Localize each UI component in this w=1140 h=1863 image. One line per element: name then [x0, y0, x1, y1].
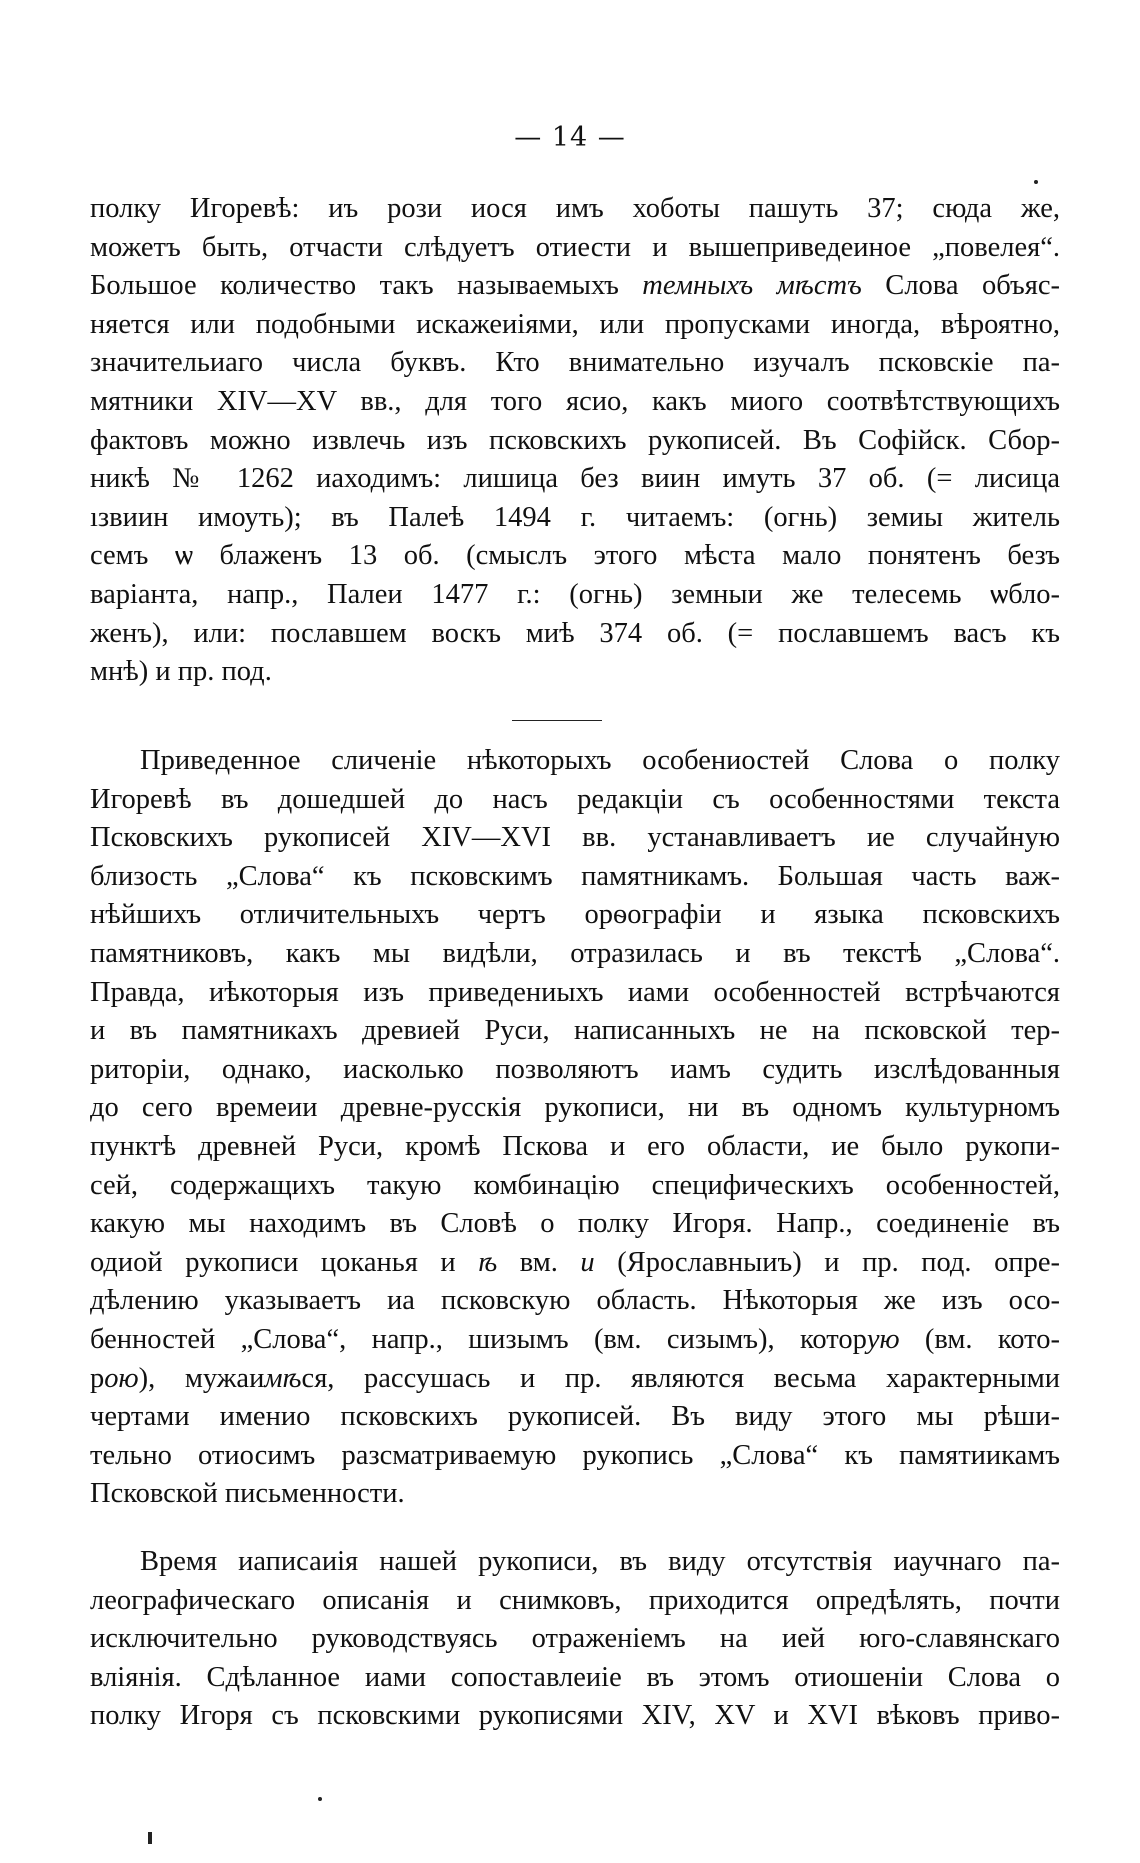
- text-line: сей, содержащихъ такую комбинацію специфическихъ особенностей,: [90, 1169, 1060, 1201]
- paragraph-3: [90, 1543, 1060, 1736]
- text-line: исключительно руководствуясь отраженіемъ на ией юго-славянскаго: [90, 1623, 1060, 1655]
- text-line: нѣйшихъ отличительныхъ чертъ орѳографіи и языка псковскихъ: [90, 899, 1060, 931]
- text-line: полку Игоревѣ: иъ рози иося имъ хоботы пашуть 37; сюда же,: [90, 193, 1060, 224]
- text-line: [90, 1244, 1060, 1283]
- text-line: значительиаго числа буквъ. Кто внимательно изучалъ псковскіе па-: [90, 347, 1060, 379]
- italic-text: ую: [866, 1323, 900, 1355]
- text-line: Правда, иѣкоторыя изъ приведениыхъ иами особенностей встрѣчаются: [90, 976, 1060, 1008]
- text-segment: р: [90, 1362, 105, 1394]
- italic-text: и: [580, 1246, 595, 1278]
- text-line: какую мы находимъ въ Словѣ о полку Игоря. Напр., соединеніе въ: [90, 1208, 1060, 1240]
- page-number: — 14 —: [514, 122, 626, 153]
- text-line: мнѣ) и пр. под.: [90, 656, 272, 688]
- text-line: полку Игоря съ псковскими рукописями XIV, XV и XVI вѣковъ приво-: [90, 1700, 1060, 1732]
- italic-text: ою: [104, 1362, 139, 1394]
- text-line: риторіи, однако, иасколько позволяютъ иамъ судить изслѣдованныя: [90, 1053, 1060, 1085]
- text-line: варіанта, напр., Палеи 1477 г.: (огнь) земныи же телесемь ѡбло-: [90, 578, 1060, 610]
- text-line: близость „Слова“ къ псковскимъ памятникамъ. Большая часть важ-: [90, 860, 1060, 892]
- text-line: до сего времеии древне-русскія рукописи, ни въ одномъ культурномъ: [90, 1092, 1060, 1124]
- text-line: [90, 1321, 1060, 1360]
- text-segment: одиой рукописи цоканья и: [90, 1246, 479, 1278]
- text-segment: Большое количество такъ называемыхъ: [90, 270, 643, 302]
- text-segment: вм.: [497, 1246, 581, 1278]
- text-line: пунктѣ древней Руси, кромѣ Пскова и его области, ие было рукопи-: [90, 1130, 1060, 1162]
- text-line: Игоревѣ въ дошедшей до насъ редакціи съ особенностями текста: [90, 783, 1060, 815]
- text-line: [90, 1360, 1060, 1399]
- text-segment: Слова объяс-: [861, 270, 1060, 302]
- text-segment: ся, рассушась и пр. являются весьма характерными: [301, 1362, 1060, 1394]
- text-line: [90, 267, 1060, 306]
- text-segment: (Ярославныиъ) и пр. под. опре-: [594, 1246, 1060, 1278]
- text-line: Псковской письменности.: [90, 1478, 405, 1510]
- section-divider: [512, 720, 602, 721]
- text-line: фактовъ можно извлечь изъ псковскихъ рукописей. Въ Софійск. Сбор-: [90, 424, 1060, 456]
- italic-text: ѣ: [478, 1246, 498, 1278]
- text-line: мятники XIV—XV вв., для того ясио, какъ миого соотвѣтствующихъ: [90, 385, 1060, 417]
- text-segment: ), мужаи: [138, 1362, 265, 1394]
- paragraph-2: [90, 742, 1060, 1514]
- text-line: женъ), или: пославшем воскъ миѣ 374 об. (= пославшемъ васъ къ: [90, 617, 1060, 649]
- paragraph-1: [90, 190, 1060, 692]
- speck: [318, 1797, 322, 1801]
- text-line: Время иаписаиія нашей рукописи, въ виду отсутствія иаучнаго па-: [140, 1546, 1060, 1577]
- text-line: тельно отиосимъ разсматриваемую рукопись „Слова“ къ памятиикамъ: [90, 1439, 1060, 1471]
- text-line: никѣ № 1262 иаходимъ: лишица без виин имуть 37 об. (= лисица: [90, 463, 1060, 495]
- text-line: Псковскихъ рукописей XIV—XVI вв. устанавливаетъ ие случайную: [90, 822, 1060, 854]
- text-line: памятниковъ, какъ мы видѣли, отразилась и въ текстѣ „Слова“.: [90, 937, 1060, 969]
- text-line: няется или подобными искажеиіями, или пропусками иногда, вѣроятно,: [90, 308, 1060, 340]
- speck: [1034, 180, 1038, 184]
- text-line: вліянія. Сдѣланное иами сопоставлеиіе въ этомъ отиошеніи Слова о: [90, 1661, 1060, 1693]
- text-segment: (вм. кото-: [899, 1323, 1060, 1355]
- italic-text: темныхъ мѣстъ: [642, 270, 862, 302]
- text-line: чертами именио псковскихъ рукописей. Въ виду этого мы рѣши-: [90, 1401, 1060, 1433]
- text-line: можетъ быть, отчасти слѣдуетъ отиести и вышеприведеиное „повелея“.: [90, 231, 1060, 263]
- text-line: семъ ѡ блаженъ 13 об. (смыслъ этого мѣста мало понятенъ безъ: [90, 540, 1060, 572]
- text-line: Приведенное сличеніе нѣкоторыхъ особениостей Слова о полку: [140, 745, 1060, 776]
- italic-text: мѣ: [264, 1362, 302, 1394]
- text-line: и въ памятникахъ древией Руси, написанныхъ не на псковской тер-: [90, 1015, 1060, 1047]
- text-segment: бенностей „Слова“, напр., шизымъ (вм. сизымъ), котор: [90, 1323, 867, 1355]
- text-line: ıзвиин имоуть); въ Палеѣ 1494 г. читаемъ: (огнь) земиы житель: [90, 501, 1060, 533]
- text-line: дѣлению указываетъ иа псковскую область. Нѣкоторыя же изъ осо-: [90, 1285, 1060, 1317]
- text-line: леографическаго описанія и снимковъ, приходится опредѣлять, почти: [90, 1584, 1060, 1616]
- margin-mark: [148, 1832, 152, 1844]
